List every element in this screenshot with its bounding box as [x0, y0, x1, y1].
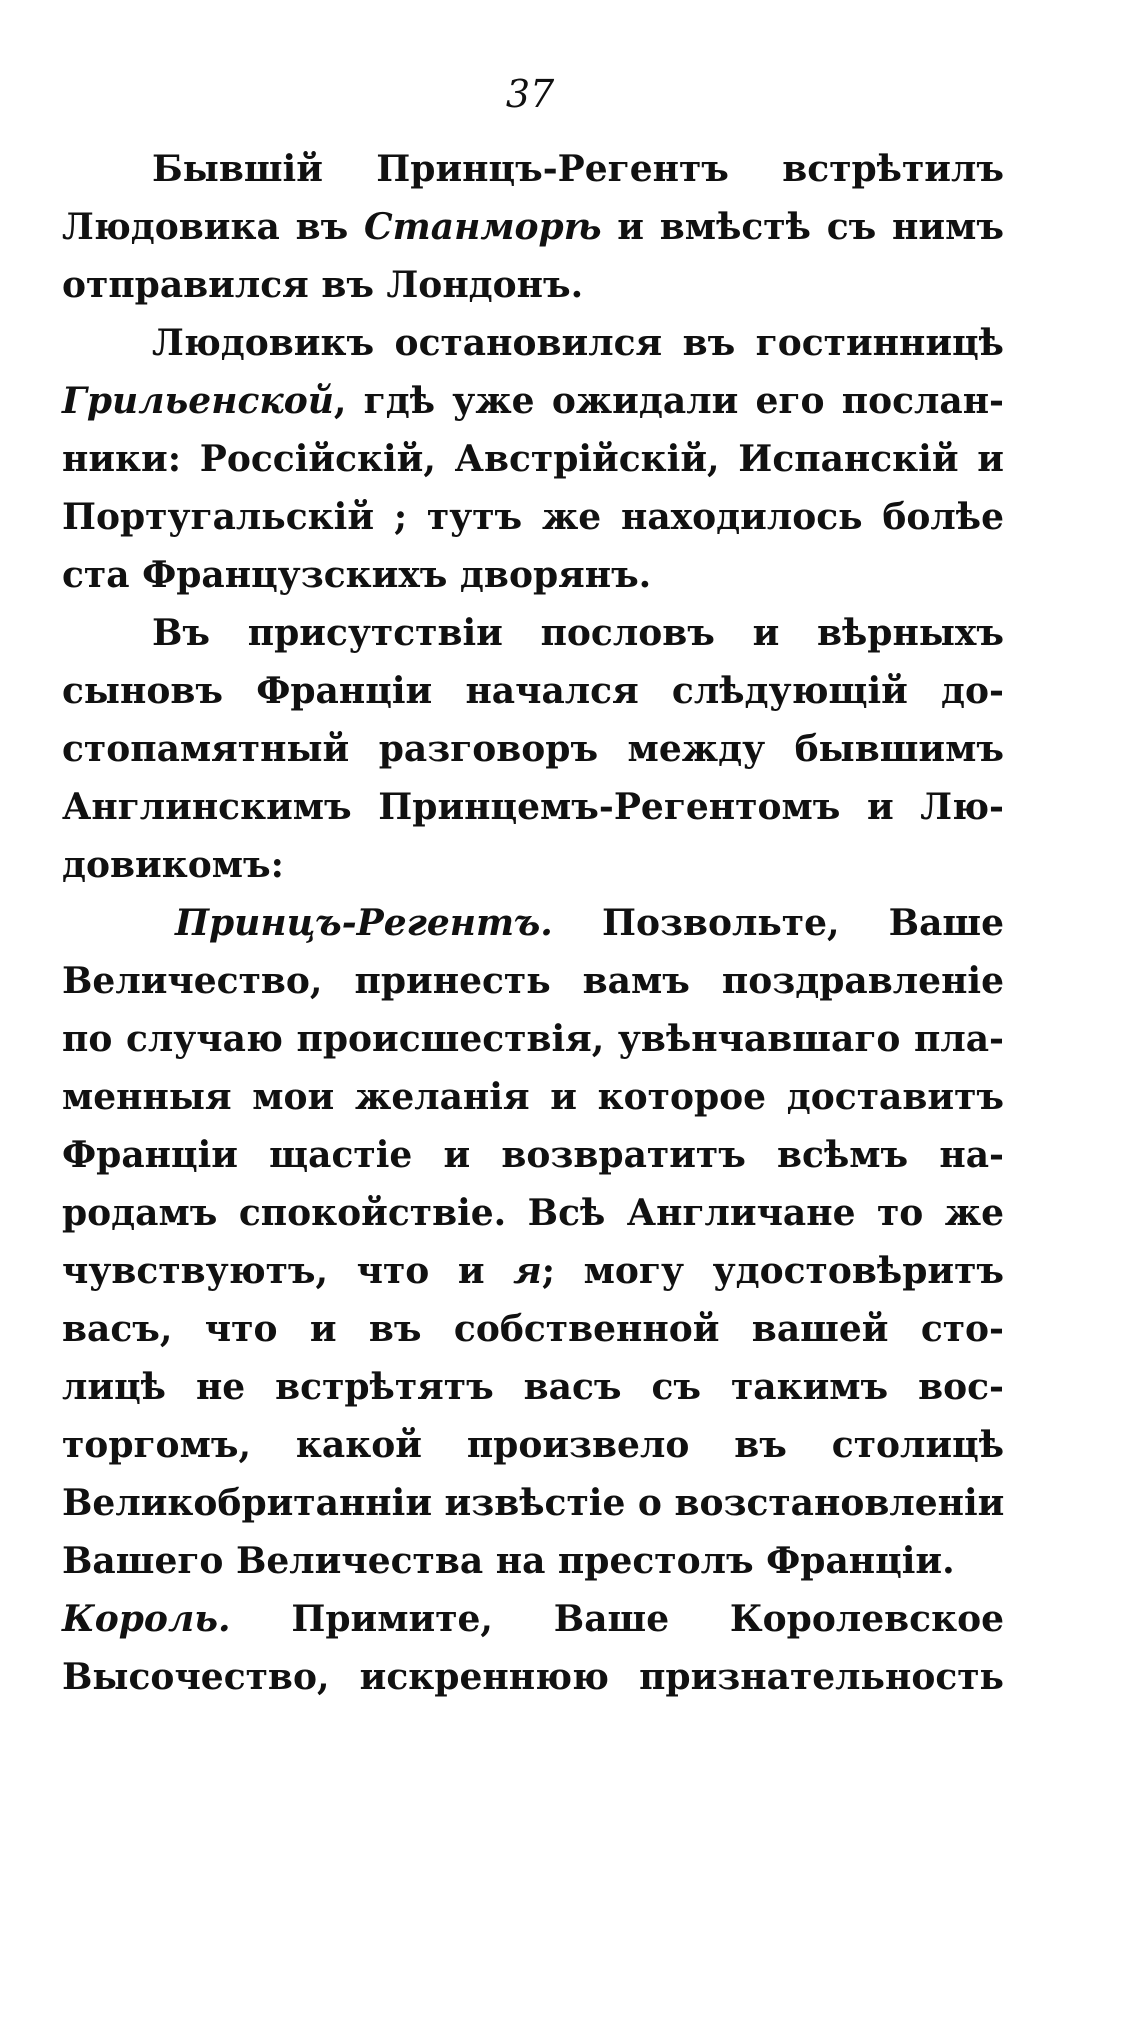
text-segment: лицѣ не встрѣтятъ васъ съ такимъ вос- — [62, 1366, 1004, 1408]
italic-text: Принцъ-Регентъ. — [175, 902, 553, 944]
text-line — [62, 662, 1004, 720]
text-line — [62, 372, 1004, 430]
text-line — [62, 1010, 1004, 1068]
text-segment: Франціи щастіе и возвратитъ всѣмъ на- — [62, 1134, 1004, 1176]
italic-text: я — [513, 1250, 542, 1292]
text-line — [62, 546, 1004, 604]
text-line — [62, 488, 1004, 546]
text-line — [152, 604, 1004, 662]
text-segment: Бывшій Принцъ-Регентъ встрѣтилъ — [152, 148, 1004, 190]
text-segment: торгомъ, какой произвело въ столицѣ — [62, 1424, 1004, 1466]
text-segment: Людовика въ — [62, 206, 364, 248]
text-line — [62, 1474, 1004, 1532]
text-line — [152, 314, 1004, 372]
text-segment: менныя мои желанія и которое доставитъ — [62, 1076, 1004, 1118]
text-segment: васъ, что и въ собственной вашей сто- — [62, 1308, 1004, 1350]
italic-text: Король. — [62, 1598, 231, 1640]
text-segment: по случаю происшествія, увѣнчавшаго пла- — [62, 1018, 1004, 1060]
text-line — [62, 1184, 1004, 1242]
text-segment: Англинскимъ Принцемъ-Регентомъ и Лю- — [62, 786, 1004, 828]
text-line — [62, 836, 1004, 894]
text-segment: , гдѣ уже ожидали его послан- — [333, 380, 1004, 422]
text-line — [62, 952, 1004, 1010]
text-segment: чувствуютъ, что и — [62, 1250, 514, 1292]
text-segment: Португальскій ; тутъ же находилось болѣе — [62, 496, 1004, 538]
text-segment: Высочество, искреннюю признательность — [62, 1656, 1004, 1698]
text-line — [62, 1590, 1004, 1648]
text-line — [62, 1358, 1004, 1416]
text-segment: отправился въ Лондонъ. — [62, 264, 584, 306]
text-segment: Позвольте, Ваше — [552, 902, 1004, 944]
text-segment: Вашего Величества на престолъ Франціи. — [62, 1540, 955, 1582]
text-line — [62, 1242, 1004, 1300]
text-line — [62, 778, 1004, 836]
text-segment: Людовикъ остановился въ гостинницѣ — [152, 322, 1004, 364]
text-line — [62, 720, 1004, 778]
text-line — [62, 198, 1004, 256]
text-line — [62, 256, 1004, 314]
text-line — [62, 1648, 1004, 1706]
text-line — [62, 1126, 1004, 1184]
text-segment: стопамятный разговоръ между бывшимъ — [62, 728, 1004, 770]
text-segment: сыновъ Франціи начался слѣдующій до- — [62, 670, 1004, 712]
text-line — [62, 1416, 1004, 1474]
text-segment: ники: Россійскій, Австрійскій, Испанскій и — [62, 438, 1004, 480]
text-segment: ; могу удостовѣритъ — [541, 1250, 1004, 1292]
italic-text: Станморѣ — [364, 206, 602, 248]
italic-text: Грильенской — [62, 380, 334, 422]
text-line — [175, 894, 1004, 952]
text-segment: ста Французскихъ дворянъ. — [62, 554, 652, 596]
text-segment: родамъ спокойствіе. Всѣ Англичане то же — [62, 1192, 1004, 1234]
text-line — [152, 140, 1004, 198]
text-segment: и вмѣстѣ съ нимъ — [601, 206, 1004, 248]
page-number: 37 — [505, 72, 555, 116]
text-line — [62, 430, 1004, 488]
text-segment: Примите, Ваше Королевское — [230, 1598, 1004, 1640]
text-segment: Въ присутствіи пословъ и вѣрныхъ — [152, 612, 1004, 654]
text-segment: довикомъ: — [62, 844, 284, 886]
text-line — [62, 1532, 1004, 1590]
text-line — [62, 1300, 1004, 1358]
text-line — [62, 1068, 1004, 1126]
text-segment: Величество, принесть вамъ поздравленіе — [62, 960, 1004, 1002]
text-segment: Великобританніи извѣстіе о возстановленіи — [62, 1482, 1005, 1524]
